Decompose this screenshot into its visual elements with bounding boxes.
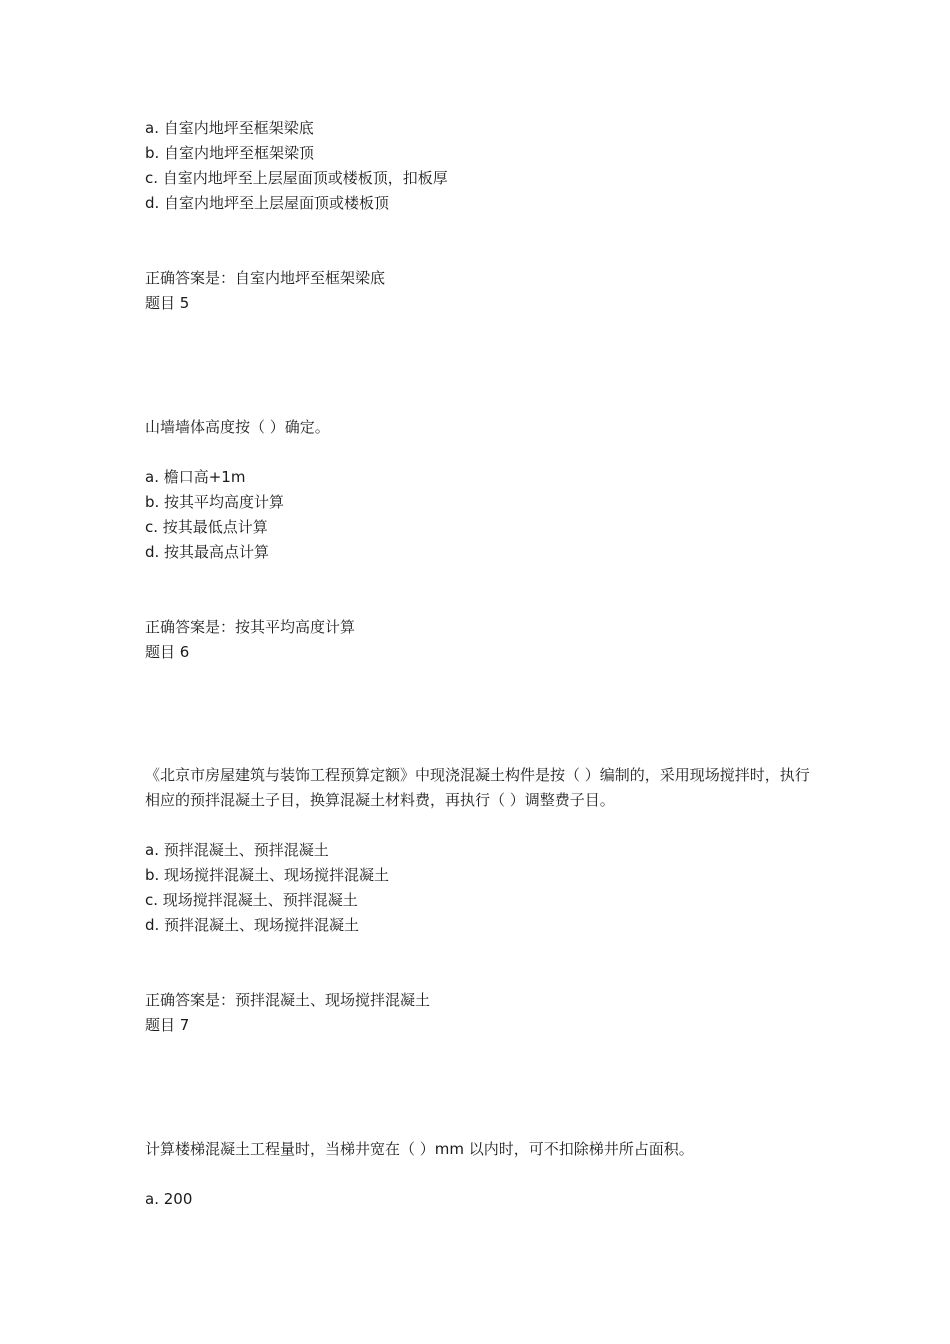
q7-stem: 计算楼梯混凝土工程量时，当梯井宽在（ ）mm 以内时，可不扣除梯井所占面积。 — [145, 1140, 694, 1158]
q5-option-b: b. 按其平均高度计算 — [145, 493, 285, 511]
q6-option-c: c. 现场搅拌混凝土、预拌混凝土 — [145, 891, 358, 909]
q6-answer: 正确答案是：预拌混凝土、现场搅拌混凝土 — [145, 991, 431, 1009]
q5-heading: 题目 5 — [145, 294, 190, 312]
q6-option-a: a. 预拌混凝土、预拌混凝土 — [145, 841, 329, 859]
q7-heading: 题目 7 — [145, 1016, 190, 1034]
q5-option-a: a. 檐口高+1m — [145, 468, 246, 486]
q4-option-a: a. 自室内地坪至框架梁底 — [145, 119, 314, 137]
q6-stem: 《北京市房屋建筑与装饰工程预算定额》中现浇混凝土构件是按（ ）编制的，采用现场搅拌时，执行相应的预拌混凝土子目，换算混凝土材料费，再执行（ ）调整费子目。 — [145, 766, 810, 809]
q4-option-b: b. 自室内地坪至框架梁顶 — [145, 144, 315, 162]
q5-answer: 正确答案是：按其平均高度计算 — [145, 618, 356, 636]
q4-option-c: c. 自室内地坪至上层屋面顶或楼板顶，扣板厚 — [145, 169, 448, 187]
q5-stem: 山墙墙体高度按（ ）确定。 — [145, 418, 330, 436]
q4-answer: 正确答案是：自室内地坪至框架梁底 — [145, 269, 386, 287]
q5-option-c: c. 按其最低点计算 — [145, 518, 268, 536]
q7-option-a: a. 200 — [145, 1190, 193, 1208]
q6-heading: 题目 6 — [145, 643, 190, 661]
q6-option-b: b. 现场搅拌混凝土、现场搅拌混凝土 — [145, 866, 390, 884]
q4-option-d: d. 自室内地坪至上层屋面顶或楼板顶 — [145, 194, 390, 212]
q5-option-d: d. 按其最高点计算 — [145, 543, 270, 561]
q6-option-d: d. 预拌混凝土、现场搅拌混凝土 — [145, 916, 360, 934]
